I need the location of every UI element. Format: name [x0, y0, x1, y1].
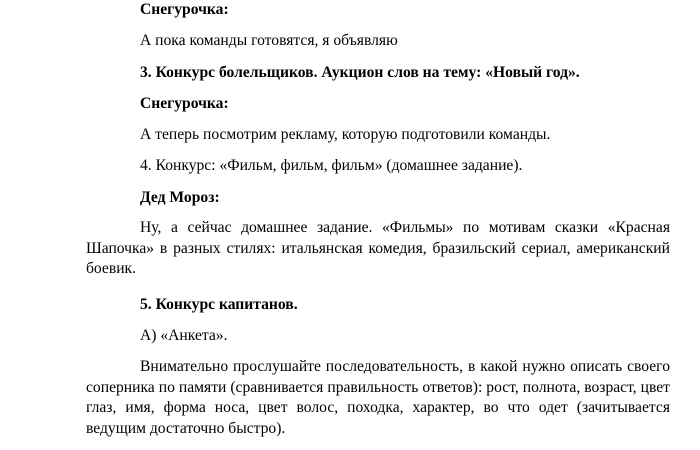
paragraph-homework: Ну, а сейчас домашнее задание. «Фильмы» по мотивам сказки «Красная Шапочка» в разных стилях: итальянская комедия, бразильский сериал, американский боевик. — [86, 219, 670, 277]
speaker-snegurochka-2: Снегурочка: — [140, 95, 229, 112]
heading-contest-3: 3. Конкурс болельщиков. Аукцион слов на тему: «Новый год». — [140, 64, 580, 81]
heading-contest-5: 5. Конкурс капитанов. — [140, 296, 298, 313]
speaker-snegurochka-1: Снегурочка: — [140, 1, 229, 18]
paragraph-announce: А пока команды готовятся, я объявляю — [140, 32, 398, 49]
paragraph-anketa: А) «Анкета». — [140, 327, 228, 344]
paragraph-instructions: Внимательно прослушайте последовательность, в какой нужно описать своего соперника по памяти (сравнивается правильность ответов): рост, полнота, возраст, цвет глаз, имя, форма носа, цвет волос, походка, характер, во что одет (зачитывается ведущим достаточно быстро). — [86, 358, 670, 437]
paragraph-contest-4: 4. Конкурс: «Фильм, фильм, фильм» (домашнее задание). — [140, 157, 523, 174]
paragraph-advertising: А теперь посмотрим рекламу, которую подготовили команды. — [140, 126, 551, 143]
speaker-ded-moroz: Дед Мороз: — [140, 189, 220, 206]
